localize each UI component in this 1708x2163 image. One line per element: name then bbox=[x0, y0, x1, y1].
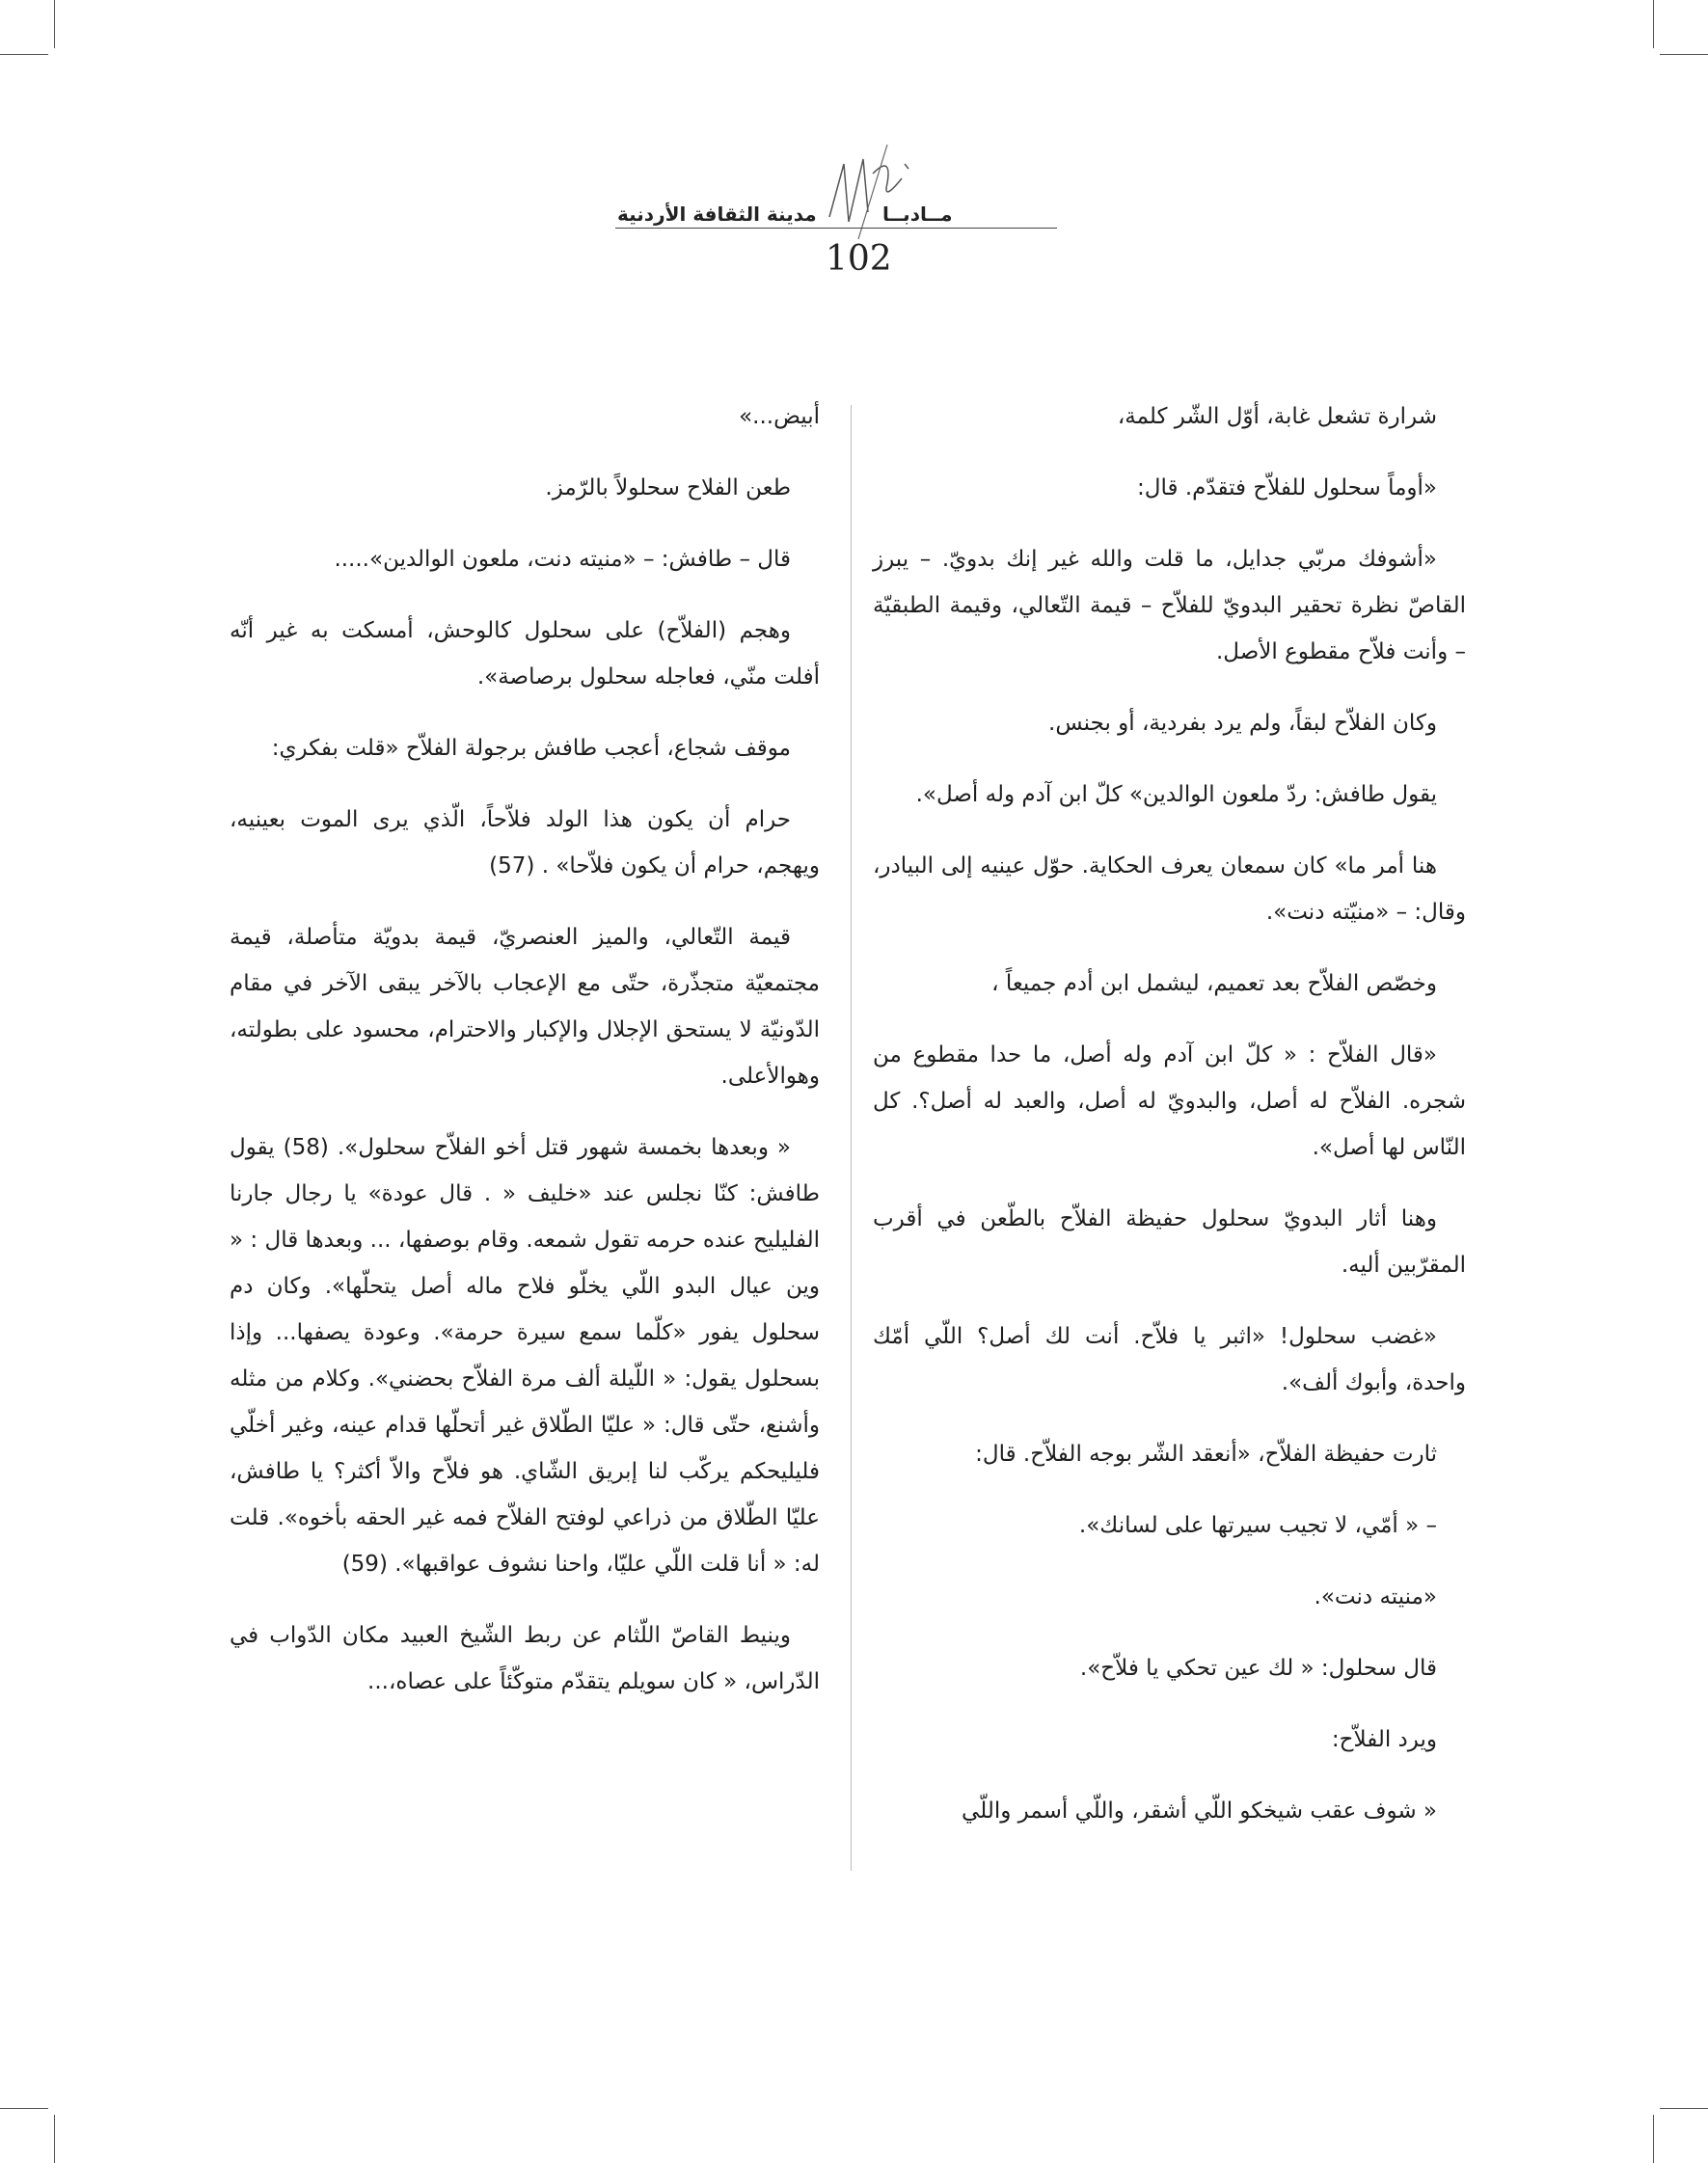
crop-mark bbox=[54, 2115, 55, 2163]
paragraph: وينيط القاصّ اللّثام عن ربط الشّيخ العبيد مكان الدّواب في الدّراس، « كان سويلم يتقدّم متوكّئاً على عصاه،... bbox=[230, 1623, 820, 1694]
paragraph: ويرد الفلاّح: bbox=[1331, 1727, 1437, 1752]
paragraph: «قال الفلاّح : « كلّ ابن آدم وله أصل، ما حدا مقطوع من شجره. الفلاّح له أصل، والبدويّ له أصل، والعبد له أصل؟. كل النّاس لها أصل». bbox=[873, 1042, 1466, 1160]
crop-mark bbox=[0, 2108, 48, 2109]
paragraph: «غضب سحلول! «اثبر يا فلاّح. أنت لك أصل؟ اللّي أمّك واحدة، وأبوك ألف». bbox=[873, 1324, 1466, 1395]
paragraph: «أشوفك مربّي جدايل، ما قلت والله غير إنك بدويّ. – يبرز القاصّ نظرة تحقير البدويّ للفلاّح – قيمة التّعالي، وقيمة الطبقيّة – وأنت فلاّح مقطوع الأصل. bbox=[873, 547, 1466, 664]
header-city-title: مــادبــا bbox=[882, 203, 953, 226]
paragraph: وكان الفلاّح لبقاً، ولم يرد بفردية، أو بجنس. bbox=[1048, 711, 1437, 736]
column-divider bbox=[851, 405, 852, 1871]
paragraph: «منيته دنت». bbox=[1314, 1584, 1437, 1609]
paragraph: موقف شجاع، أعجب طافش برجولة الفلاّح «قلت بفكري: bbox=[271, 736, 791, 761]
crop-mark bbox=[1653, 2115, 1654, 2163]
crop-mark bbox=[1660, 2108, 1708, 2109]
left-column bbox=[230, 393, 820, 1730]
paragraph: حرام أن يكون هذا الولد فلاّحاً، الّذي يرى الموت بعينيه، ويهجم، حرام أن يكون فلاّحا» . (57) bbox=[230, 807, 820, 879]
paragraph: يقول طافش: ردّ ملعون الوالدين» كلّ ابن آدم وله أصل». bbox=[915, 782, 1437, 807]
running-header bbox=[0, 0, 1708, 289]
paragraph: وهنا أثار البدويّ سحلول حفيظة الفلاّح بالطّعن في أقرب المقرّبين أليه. bbox=[873, 1206, 1466, 1278]
paragraph: أبيض...» bbox=[739, 404, 820, 429]
header-rule bbox=[615, 228, 1057, 229]
paragraph: طعن الفلاح سحلولاً بالرّمز. bbox=[545, 475, 791, 500]
paragraph: قال – طافش: – «منيته دنت، ملعون الوالدين»..... bbox=[334, 547, 791, 572]
paragraph: وهجم (الفلاّح) على سحلول كالوحش، أمسكت به غير أنّه أفلت منّي، فعاجله سحلول برصاصة». bbox=[230, 618, 820, 689]
paragraph: قال سحلول: « لك عين تحكي يا فلاّح». bbox=[1079, 1656, 1437, 1681]
right-column bbox=[873, 393, 1466, 1859]
paragraph: وخصّص الفلاّح بعد تعميم، ليشمل ابن أدم جميعاً ، bbox=[991, 971, 1437, 996]
paragraph: – « أمّي، لا تجيب سيرتها على لسانك». bbox=[1078, 1513, 1437, 1538]
paragraph: ثارت حفيظة الفلاّح، «أنعقد الشّر بوجه الفلاّح. قال: bbox=[975, 1442, 1437, 1467]
paragraph: «أوماً سحلول للفلاّح فتقدّم. قال: bbox=[1137, 475, 1437, 500]
paragraph: « شوف عقب شيخكو اللّي أشقر، واللّي أسمر واللّي bbox=[962, 1798, 1437, 1824]
paragraph: « وبعدها بخمسة شهور قتل أخو الفلاّح سحلول». (58) يقول طافش: كنّا نجلس عند «خليف « . قال عودة» يا رجال جارنا الفليليح عنده حرمه تقول شمعه. وقام بوصفها، ... وبعدها قال : « وين عيال البدو اللّي يخلّو فلاح ماله أصل يتحلّها». وكان دم سحلول يفور «كلّما سمع سيرة حرمة». وعودة يصفها... وإذا بسحلول يقول: « اللّيلة ألف مرة الفلاّح بحضني». وكلام من مثله وأشنع، حتّى قال: « عليّا الطّلاق غير أتحلّها قدام عينه، وغير أخلّي فليليحكم يركّب لنا إبريق الشّاي. هو فلاّح والاّ أكثر؟ يا طافش، عليّا الطّلاق من ذراعي لوفتح الفلاّح فمه غير الحقه بأخوه». قلت له: « أنا قلت اللّي عليّا، واحنا نشوف عواقبها». (59) bbox=[230, 1135, 820, 1577]
paragraph: هنا أمر ما» كان سمعان يعرف الحكاية. حوّل عينيه إلى البيادر، وقال: – «منيّته دنت». bbox=[873, 853, 1466, 925]
paragraph: شرارة تشعل غابة، أوّل الشّر كلمة، bbox=[1117, 404, 1437, 429]
header-journal-title: مدينة الثقافة الأردنية bbox=[617, 203, 817, 226]
page-number: 102 bbox=[826, 239, 892, 279]
paragraph: قيمة التّعالي، والميز العنصريّ، قيمة بدويّة متأصلة، قيمة مجتمعيّة متجذّرة، حتّى مع الإعجاب بالآخر يبقى الآخر في مقام الدّونيّة لا يستحق الإجلال والإكبار والاحترام، محسود على بطولته، وهوالأعلى. bbox=[230, 925, 820, 1089]
